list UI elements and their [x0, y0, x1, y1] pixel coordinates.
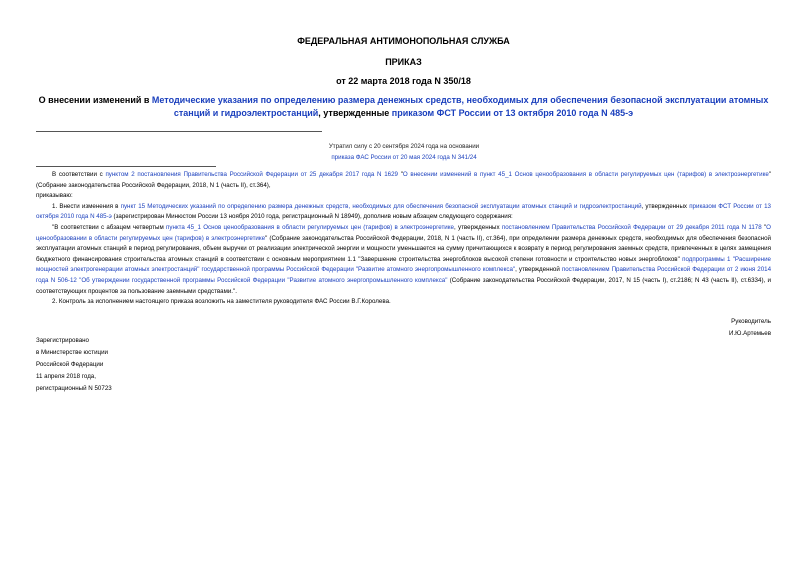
- p3-text-1: "В соответствии с абзацем четвертым: [52, 223, 167, 231]
- p1-link-pricing-basics[interactable]: О внесении изменений в пункт 45_1 Основ ценообразования в области регулируемых цен (тарифов) в электроэнергетике: [402, 171, 769, 178]
- p3-text-4: " (Собрание законодательства Российской Федерации, 2018, N 1 (часть II), ст.364), при определении размера денежных средств, необходимых для обеспечения безопасной эксплуатации атомных станций в период регулирования, объем выручки от реализации электрической энергии и мощности уменьшается на сумму причитающихся к возврату в период регулирования заемных средств, привлеченных в целях замещения бюджетного финансирования строительства атомных станций в соответствии с основным мероприятием 1.1 "Завершение строительства энергоблоков высокой степени готовности и строительство новых энергоблоков": [36, 234, 772, 263]
- p3-link-pricing[interactable]: О ценообразовании в области регулируемых цен (тарифов) в электроэнергетике: [36, 223, 771, 242]
- p3-link-resolution-506[interactable]: постановлением Правительства Российской Федерации от 2 июня 2014 года N 506-12 "Об утверждении государственной программы Российской Федерации "Развитие атомного энергопромышленного комплекса": [36, 266, 772, 284]
- note-divider: [36, 166, 216, 167]
- title-link-fst-order[interactable]: приказом ФСТ России от 13 октября 2010 года N 485-э: [391, 108, 634, 118]
- p1-text-3: " (Собрание законодательства Российской Федерации, 2018, N 1 (часть II), ст.364),: [36, 171, 771, 189]
- agency-name: ФЕДЕРАЛЬНАЯ АНТИМОНОПОЛЬНАЯ СЛУЖБА: [297, 36, 510, 46]
- signature-role: Руководитель: [731, 318, 771, 325]
- registration-line: 11 апреля 2018 года,: [36, 373, 96, 380]
- title-prefix: О внесении изменений в: [38, 95, 152, 105]
- document-date-number: от 22 марта 2018 года N 350/18: [336, 76, 471, 86]
- title-middle: , утвержденные: [318, 108, 392, 118]
- paragraph-preamble: [36, 170, 771, 191]
- paragraph-item-1: [36, 202, 771, 223]
- status-note-text: Утратил силу с 20 сентября 2024 года на основании: [328, 143, 480, 150]
- p3-link-resolution-1178[interactable]: постановлением Правительства Российской Федерации от 29 декабря 2011 года N 1178: [501, 223, 762, 231]
- registration-line: регистрационный N 50723: [36, 385, 112, 392]
- paragraph-item-2: 2. Контроль за исполнением настоящего приказа возложить на заместителя руководителя ФАС России В.Г.Королева.: [52, 298, 391, 306]
- p2-text-3: (зарегистрирован Минюстом России 13 ноября 2010 года, регистрационный N 18949), дополнив новым абзацем следующего содержания:: [111, 213, 513, 221]
- signature-name: И.Ю.Артемьев: [729, 330, 771, 337]
- title-divider: [36, 131, 322, 132]
- registration-line: в Министерстве юстиции: [36, 349, 109, 356]
- p2-text-2: , утвержденных: [641, 202, 690, 210]
- p2-link-fst-order[interactable]: приказом ФСТ России от 13 октября 2010 года N 485-э: [36, 202, 771, 221]
- registration-line: Российской Федерации: [36, 361, 104, 368]
- p1-link-resolution[interactable]: пунктом 2 постановления Правительства Российской Федерации от 25 декабря 2017 года N 1629: [105, 171, 398, 178]
- p3-text-5: , утвержденной: [515, 266, 562, 274]
- document-type: ПРИКАЗ: [385, 57, 422, 67]
- registration-line: Зарегистрировано: [36, 337, 89, 344]
- document-body: [36, 170, 771, 308]
- registration-block: [36, 335, 112, 395]
- p1-text-2: ": [397, 171, 403, 178]
- p3-text-2: , утвержденных: [453, 223, 502, 231]
- p3-link-item-45-1[interactable]: пункта 45_1 Основ ценообразования в области регулируемых цен (тарифов) в электроэнергетике: [166, 223, 454, 231]
- p3-text-3: ": [761, 223, 767, 231]
- paragraph-new-clause: [36, 223, 771, 297]
- title-link-methodology[interactable]: Методические указания по определению размера денежных средств, необходимых для обеспечения безопасной эксплуатации атомных станций и гидроэлектростанций: [151, 95, 769, 118]
- signature-block: [729, 316, 771, 340]
- paragraph-order-word: приказываю:: [36, 192, 73, 200]
- p3-link-subprogram[interactable]: подпрограммы 1 "Расширение мощностей электрогенерации атомных электростанций" государственной программы Российской Федерации "Развитие атомного энергопромышленного комплекса": [36, 255, 771, 274]
- status-note-link[interactable]: приказа ФАС России от 20 мая 2024 года N 341/24: [331, 154, 477, 161]
- p2-text-1: 1. Внести изменения в: [52, 202, 121, 210]
- p1-text-1: В соответствии с: [52, 171, 106, 178]
- status-note: [300, 141, 508, 163]
- p3-text-6: (Собрание законодательства Российской Федерации, 2017, N 15 (часть I), ст.2186; N 43 (часть II), ст.6334), и соответствующих процентов за пользование заемными средствами.".: [36, 276, 771, 295]
- document-title: [36, 94, 771, 120]
- p2-link-item-15[interactable]: пункт 15 Методических указаний по определению размера денежных средств, необходимых для обеспечения безопасной эксплуатации атомных станций и гидроэлектростанций: [120, 202, 642, 210]
